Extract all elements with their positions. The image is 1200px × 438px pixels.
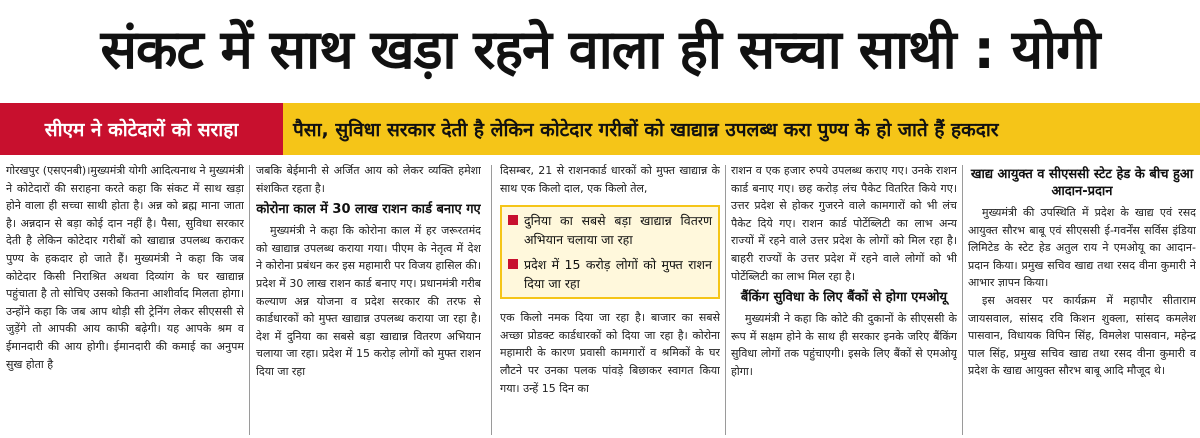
column-2-subheading: कोरोना काल में 30 लाख राशन कार्ड बनाए गए: [256, 202, 481, 218]
column-3-paragraph-2: एक किलो नमक दिया जा रहा है। बाजार का सबसे अच्छा प्रोडक्ट कार्डधारकों को दिया जा रहा है। कोरोना महामारी के कारण प्रवासी कामगारों व श्रमिकों के घर लौटने पर उनका पलक पांवड़े बिछाकर स्वागत किया गया। उन्हें 15 दिन का: [500, 311, 720, 395]
subheadline-red-label: सीएम ने कोटेदारों को सराहा: [0, 103, 283, 155]
highlight-item: [508, 255, 712, 293]
subheadline-yellow-text: पैसा, सुविधा सरकार देती है लेकिन कोटेदार गरीबों को खाद्यान्न उपलब्ध करा पुण्य के हो जाते हैं हकदार: [283, 103, 1200, 155]
column-divider: [962, 165, 963, 435]
subheadline-bar: [0, 103, 1200, 155]
column-4-paragraph-2: मुख्यमंत्री ने कहा कि कोटे की दुकानों के सीएससी के रूप में सक्षम होने के साथ ही सरकार इनके जरिए बैंकिंग सुविधा लोगों तक पहुंचाएगी। इसके लिए बैंकों से एमओयू होगा।: [731, 312, 957, 378]
article-body: [0, 162, 1200, 438]
column-2: [256, 162, 481, 438]
column-divider: [725, 165, 726, 435]
column-divider: [491, 165, 492, 435]
column-5-paragraph-1: मुख्यमंत्री की उपस्थिति में प्रदेश के खाद्य एवं रसद आयुक्त सौरभ बाबू एवं सीएससी ई-गवर्नेंस सर्विस इंडिया लिमिटेड के स्टेट हेड अतुल राय ने एमओयू का आदान-प्रदान किया। प्रमुख सचिव खाद्य तथा रसद वीना कुमारी ने आभार ज्ञापन किया।: [968, 206, 1196, 290]
column-3-paragraph-1: दिसम्बर, 21 से राशनकार्ड धारकों को मुफ्त खाद्यान्न के साथ एक किलो दाल, एक किलो तेल,: [500, 164, 720, 195]
highlight-item: [508, 211, 712, 249]
red-square-bullet-icon: [508, 215, 518, 225]
column-2-paragraph-1: जबकि बेईमानी से अर्जित आय को लेकर व्यक्ति हमेशा संशकित रहता है।: [256, 164, 481, 195]
highlight-text: प्रदेश में 15 करोड़ लोगों को मुफ्त राशन दिया जा रहा: [524, 257, 712, 292]
column-5-paragraph-2: इस अवसर पर कार्यक्रम में महापौर सीताराम जायसवाल, सांसद रवि किशन शुक्ला, सांसद कमलेश पासवान, विधायक विपिन सिंह, विमलेश पासवान, महेन्द्र पाल सिंह, प्रमुख सचिव खाद्य तथा रसद वीना कुमारी व प्रदेश के खाद्य आयुक्त सौरभ बाबू आदि मौजूद थे।: [968, 293, 1196, 378]
column-5: [968, 162, 1196, 438]
column-1: [6, 162, 244, 438]
red-square-bullet-icon: [508, 259, 518, 269]
column-4-subheading: बैंकिंग सुविधा के लिए बैंकों से होगा एमओयू: [740, 290, 948, 306]
column-5-subheading: खाद्य आयुक्त व सीएससी स्टेट हेड के बीच हुआ आदान-प्रदान: [970, 167, 1194, 199]
column-4-paragraph-1: राशन व एक हजार रुपये उपलब्ध कराए गए। उनके राशन कार्ड बनाए गए। छह करोड़ लंच पैकेट वितरित किये गए। उत्तर प्रदेश से होकर गुजरने वाले कामगारों को भी लंच पैकेट दिये गए। राशन कार्ड पोर्टेब्लिटी का लाभ अन्य राज्यों में रहने वाले उत्तर प्रदेश के लोगों को मिल रहा है। बाहरी राज्यों के उत्तर प्रदेश में रहने वाले लोगों को भी पोर्टेब्लिटी का लाभ मिल रहा है।: [731, 164, 957, 283]
highlight-text: दुनिया का सबसे बड़ा खाद्यान्न वितरण अभियान चलाया जा रहा: [524, 213, 712, 248]
column-divider: [249, 165, 250, 435]
column-3: [500, 162, 720, 438]
article-headline: संकट में साथ खड़ा रहने वाला ही सच्चा साथी : योगी: [100, 18, 1100, 81]
column-2-paragraph-2: मुख्यमंत्री ने कहा कि कोरोना काल में हर जरूरतमंद को खाद्यान्न उपलब्ध कराया गया। पीएम के नेतृत्व में देश ने कोरोना प्रबंधन कर इस महामारी पर विजय हासिल की। प्रदेश में 30 लाख राशन कार्ड बनाए गए। प्रधानमंत्री गरीब कल्याण अन्न योजना व प्रदेश सरकार की तरफ से कार्डधारकों को मुफ्त खाद्यान्न उपलब्ध कराया जा रहा है। देश में दुनिया का सबसे बड़ा खाद्यान्न वितरण अभियान चलाया जा रहा। प्रदेश में 15 करोड़ लोगों को मुफ्त राशन दिया जा रहा: [256, 224, 481, 378]
column-1-paragraph: गोरखपुर (एसएनबी)।मुख्यमंत्री योगी आदित्यनाथ ने मुख्यमंत्री ने कोटेदारों की सराहना करते कहा कि संकट में साथ खड़ा होने वाला ही सच्चा साथी होता है। अन्न को ब्रह्म माना जाता है। अन्नदान से बड़ा कोई दान नहीं है। पैसा, सुविधा सरकार देती है लेकिन कोटेदार गरीबों को खाद्यान्न उपलब्ध कराकर पुण्य के हकदार हो जाते हैं। मुख्यमंत्री ने कहा कि जब कोटेदार किसी निराश्रित अथवा दिव्यांग के घर खाद्यान्न पहुंचाता है तो सोचिए उसको कितना आशीर्वाद मिलता होगा। उन्होंने कहा कि जब आप थोड़ी सी ट्रेनिंग लेकर सीएससी से जुड़ेंगे तो आपकी आय काफी बढ़ेगी। यह आपके श्रम व ईमानदारी की आय होगी। ईमानदारी की कमाई का अनुपम सुख होता है: [6, 164, 244, 371]
column-4: [731, 162, 957, 438]
highlight-box: [500, 205, 720, 299]
